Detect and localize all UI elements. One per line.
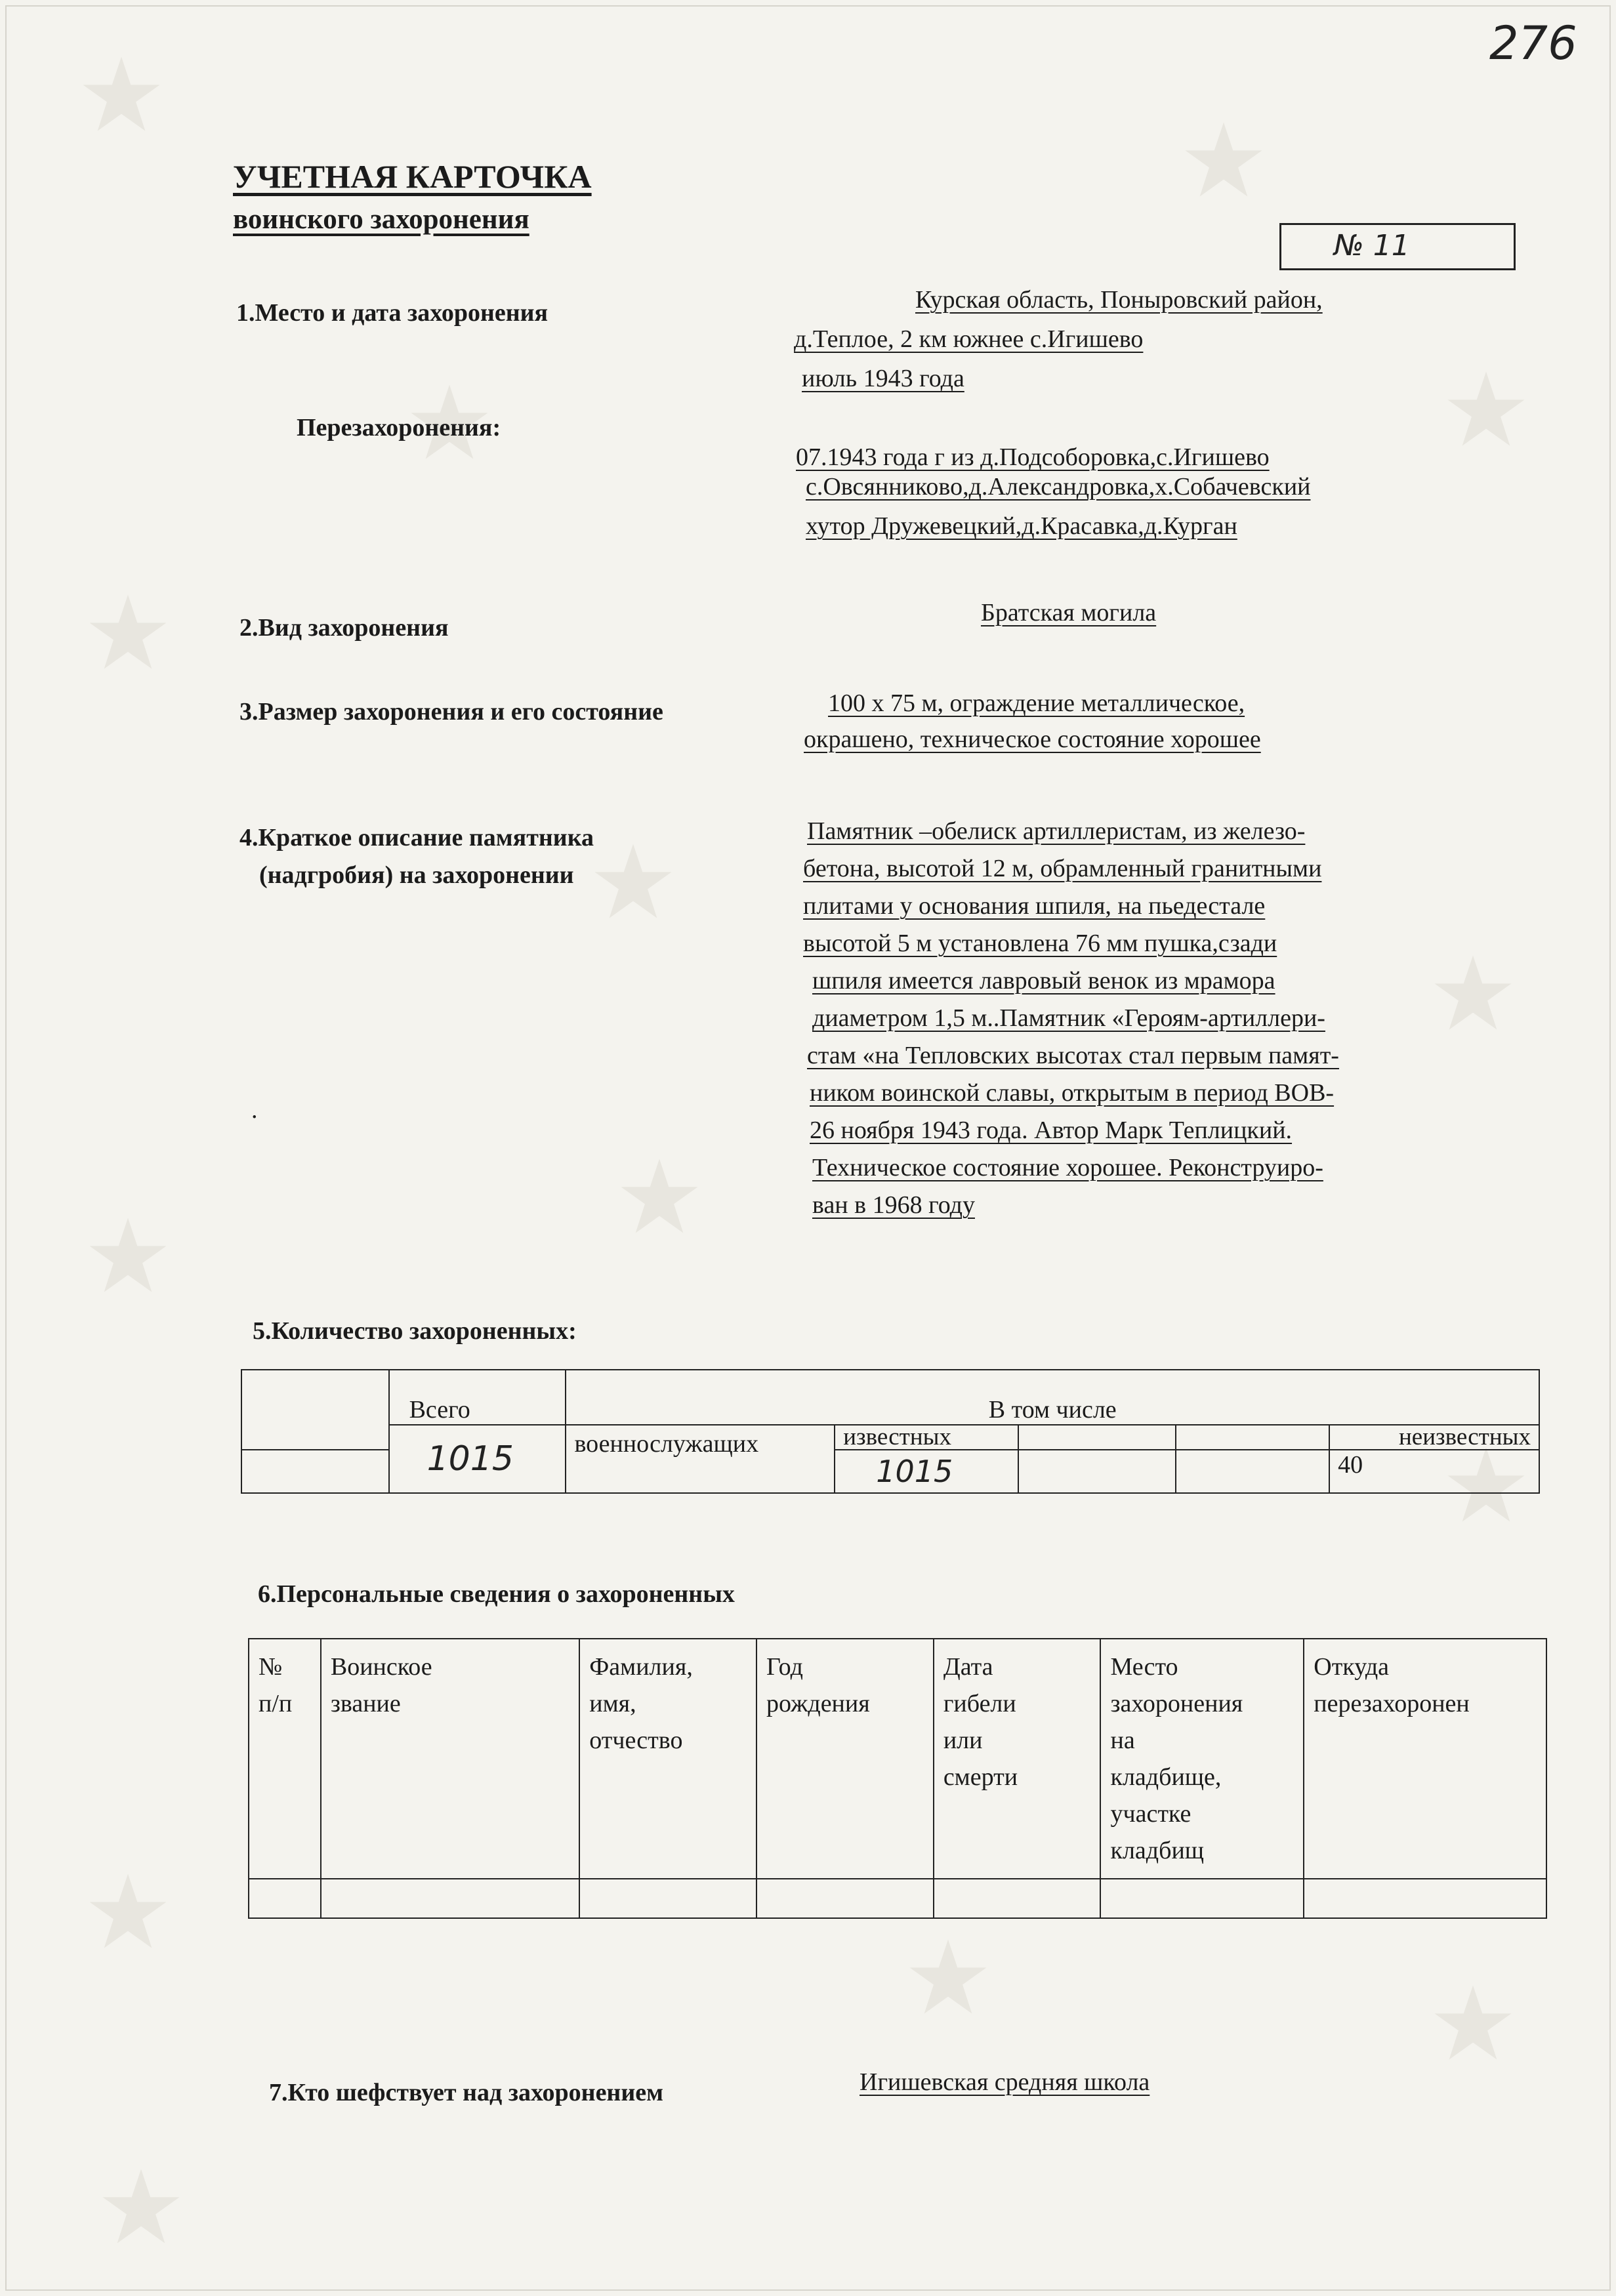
section3-label: 3.Размер захоронения и его состояние <box>239 698 663 726</box>
desc-line-2: бетона, высотой 12 м, обрамленный гранитными <box>803 855 1322 882</box>
star-watermark-icon <box>905 1935 991 2020</box>
known-header: известных <box>835 1425 1018 1450</box>
unknown-header: неизвестных <box>1329 1425 1539 1450</box>
empty-cell <box>249 1879 321 1918</box>
reburial-line-2: с.Овсянниково,д.Александровка,х.Собачевский <box>806 473 1311 501</box>
desc-line-1: Памятник –обелиск артиллеристам, из железо- <box>807 817 1306 845</box>
empty-cell <box>579 1879 756 1918</box>
reburial-label: Перезахоронения: <box>297 414 501 441</box>
empty-cell <box>756 1879 934 1918</box>
including-header: В том числе <box>566 1370 1539 1425</box>
military-header: военнослужащих <box>566 1425 835 1493</box>
star-watermark-icon <box>79 52 164 138</box>
empty-cell <box>241 1370 389 1450</box>
desc-line-5: шпиля имеется лавровый венок из мрамора <box>812 967 1275 994</box>
section6-label: 6.Персональные сведения о захороненных <box>258 1580 735 1608</box>
empty-cell <box>934 1879 1101 1918</box>
section4-label-2: (надгробия) на захоронении <box>259 861 574 889</box>
desc-line-7: стам «на Тепловских высотах стал первым памят- <box>807 1042 1339 1069</box>
star-watermark-icon <box>98 2165 184 2250</box>
section2-label: 2.Вид захоронения <box>239 614 449 642</box>
section7-label: 7.Кто шефствует над захоронением <box>269 2079 663 2106</box>
burials-count-table <box>241 1369 1540 1494</box>
known-value: 1015 <box>876 1454 953 1489</box>
desc-line-3: плитами у основания шпиля, на пьедестале <box>803 892 1266 920</box>
empty-cell <box>1100 1879 1304 1918</box>
total-value-cell <box>389 1425 566 1493</box>
header-rank: Воинское звание <box>321 1639 579 1879</box>
card-number: № 11 <box>1334 229 1410 262</box>
empty-cell <box>1176 1425 1330 1450</box>
card-title: УЧЕТНАЯ КАРТОЧКА <box>233 158 592 195</box>
section1-label: 1.Место и дата захоронения <box>236 299 549 327</box>
card-subtitle: воинского захоронения <box>233 204 529 235</box>
empty-cell <box>321 1879 579 1918</box>
known-value-cell <box>835 1450 1018 1493</box>
star-watermark-icon <box>1430 951 1516 1036</box>
desc-line-8: ником воинской славы, открытым в период ВОВ- <box>810 1079 1335 1107</box>
star-watermark-icon <box>1430 1981 1516 2066</box>
header-name: Фамилия, имя, отчество <box>579 1639 756 1879</box>
reburial-line-1: 07.1943 года г из д.Подсоборовка,с.Игишево <box>796 443 1270 471</box>
star-watermark-icon <box>590 840 676 925</box>
star-watermark-icon <box>85 590 171 676</box>
header-burial-place: Место захоронения на кладбище, участке кладбищ <box>1100 1639 1304 1879</box>
page-number: 276 <box>1489 16 1577 70</box>
size-line-1: 100 х 75 м, ограждение металлическое, <box>828 689 1245 717</box>
header-death-date: Дата гибели или смерти <box>934 1639 1101 1879</box>
desc-line-6: диаметром 1,5 м..Памятник «Героям-артиллери- <box>812 1004 1325 1032</box>
star-watermark-icon <box>1181 118 1266 203</box>
section5-label: 5.Количество захороненных: <box>253 1317 577 1345</box>
personal-data-table <box>248 1638 1547 1919</box>
empty-cell <box>1304 1879 1546 1918</box>
empty-cell <box>1018 1450 1176 1493</box>
place-line-1: Курская область, Поныровский район, <box>915 286 1323 314</box>
header-birth-year: Год рождения <box>756 1639 934 1879</box>
header-number: № п/п <box>249 1639 321 1879</box>
total-header: Всего <box>389 1370 566 1425</box>
patron-value: Игишевская средняя школа <box>860 2068 1150 2096</box>
burial-type-value: Братская могила <box>981 599 1157 626</box>
place-line-3: июль 1943 года <box>802 365 964 392</box>
place-line-2: д.Теплое, 2 км южнее с.Игишево <box>794 325 1144 353</box>
star-watermark-icon <box>617 1155 702 1240</box>
empty-cell <box>241 1450 389 1493</box>
stray-dot: . <box>251 1096 258 1124</box>
star-watermark-icon <box>85 1214 171 1299</box>
empty-cell <box>1176 1450 1330 1493</box>
header-reburied-from: Откуда перезахоронен <box>1304 1639 1546 1879</box>
desc-line-11: ван в 1968 году <box>812 1191 975 1219</box>
size-line-2: окрашено, техническое состояние хорошее <box>804 726 1261 753</box>
desc-line-4: высотой 5 м установлена 76 мм пушка,сзади <box>803 930 1277 957</box>
card-number-box <box>1279 223 1516 270</box>
desc-line-9: 26 ноября 1943 года. Автор Марк Теплицкий. <box>810 1117 1293 1144</box>
section4-label-1: 4.Краткое описание памятника <box>239 824 594 851</box>
desc-line-10: Техническое состояние хорошее. Реконструиро- <box>812 1154 1323 1181</box>
star-watermark-icon <box>85 1870 171 1955</box>
unknown-value: 40 <box>1329 1450 1539 1493</box>
star-watermark-icon <box>1443 367 1529 453</box>
reburial-line-3: хутор Дружевецкий,д.Красавка,д.Курган <box>806 512 1237 540</box>
empty-cell <box>1018 1425 1176 1450</box>
total-value: 1015 <box>426 1439 514 1479</box>
